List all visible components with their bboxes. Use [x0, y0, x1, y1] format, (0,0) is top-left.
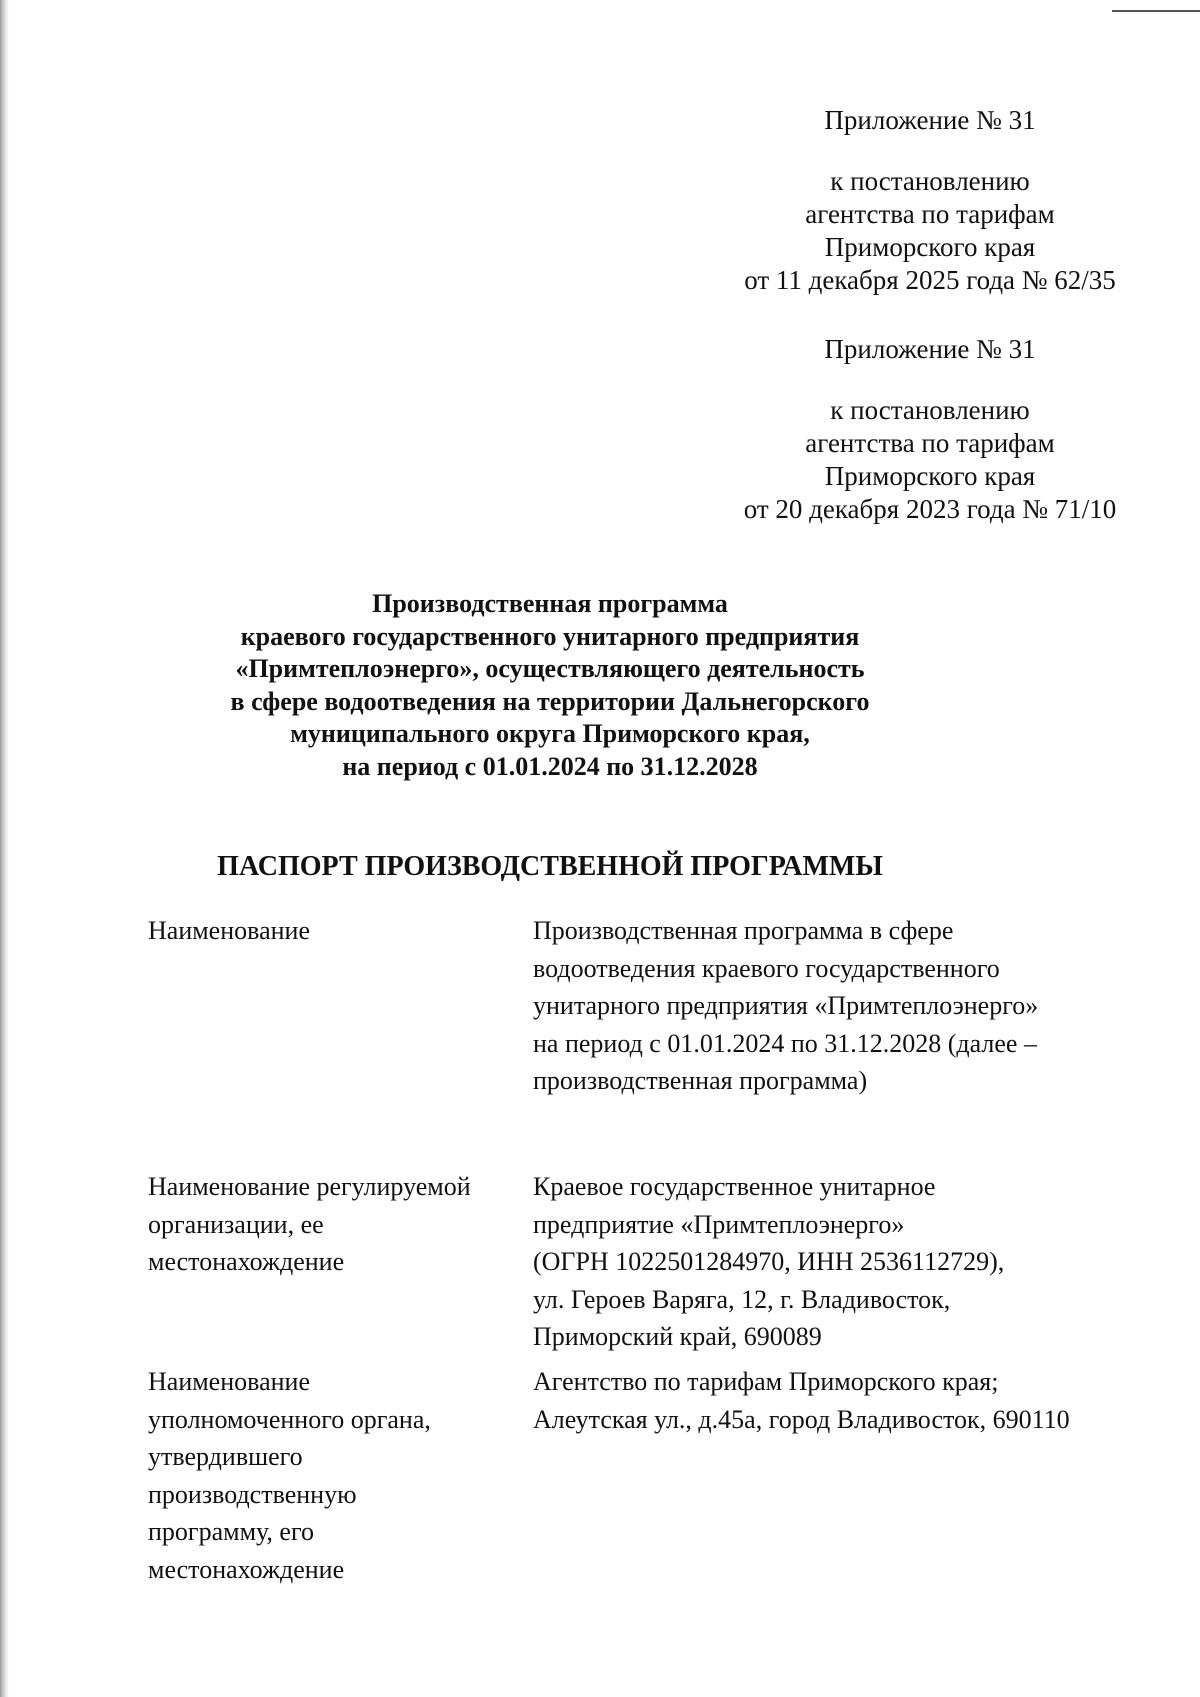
label-line: местонахождение	[148, 1247, 345, 1276]
value-line: ул. Героев Варяга, 12, г. Владивосток,	[533, 1284, 951, 1314]
value-line: Агентство по тарифам Приморского края;	[533, 1367, 999, 1396]
value-line: унитарного предприятия «Примтеплоэнерго»	[533, 991, 1039, 1020]
row-label	[148, 912, 518, 950]
appendix-number: Приложение № 31	[824, 334, 1036, 364]
value-line: (ОГРН 1022501284970, ИНН 2536112729),	[533, 1247, 1005, 1276]
appendix-line: агентства по тарифам	[805, 428, 1055, 458]
appendix-current	[720, 104, 1140, 297]
program-title	[150, 588, 950, 783]
label-line: программу, его	[148, 1517, 314, 1546]
title-line: муниципального округа Приморского края,	[290, 719, 810, 748]
passport-heading: ПАСПОРТ ПРОИЗВОДСТВЕННОЙ ПРОГРАММЫ	[217, 851, 883, 882]
label-line: Наименование	[148, 916, 310, 945]
label-line: местонахождение	[148, 1554, 345, 1584]
appendix-line: агентства по тарифам	[805, 199, 1055, 229]
appendix-date: от 11 декабря 2025 года № 62/35	[744, 265, 1116, 295]
label-line: Наименование	[148, 1367, 310, 1396]
row-value	[533, 1363, 1133, 1438]
appendix-line: к постановлению	[830, 395, 1030, 425]
row-label	[148, 1363, 518, 1588]
title-line: Производственная программа	[372, 589, 728, 618]
appendix-line: к постановлению	[830, 166, 1030, 196]
value-line: Приморский край, 690089	[533, 1322, 822, 1351]
label-line: утвердившего	[148, 1442, 303, 1471]
scan-mark	[1112, 10, 1200, 12]
row-label	[148, 1168, 518, 1281]
appendix-line: Приморского края	[824, 461, 1036, 491]
title-line: краевого государственного унитарного предприятия	[240, 621, 860, 651]
label-line: организации, ее	[148, 1209, 324, 1239]
value-line: Краевое государственное унитарное	[533, 1172, 936, 1201]
appendix-line: Приморского края	[824, 232, 1036, 262]
value-line: производственная программа)	[533, 1066, 868, 1095]
title-line: «Примтеплоэнерго», осуществляющего деятельность	[235, 654, 865, 683]
scan-edge	[0, 0, 9, 1697]
title-line: на период с 01.01.2024 по 31.12.2028	[342, 751, 758, 781]
appendix-date: от 20 декабря 2023 года № 71/10	[743, 494, 1117, 524]
value-line: Производственная программа в сфере	[533, 916, 954, 945]
value-line: Алеутская ул., д.45а, город Владивосток, 690110	[533, 1404, 1070, 1434]
title-line: в сфере водоотведения на территории Дальнегорского	[230, 686, 870, 716]
value-line: на период с 01.01.2024 по 31.12.2028 (далее –	[533, 1028, 1037, 1058]
value-line: водоотведения краевого государственного	[533, 953, 1000, 983]
appendix-number: Приложение № 31	[824, 105, 1036, 135]
label-line: Наименование регулируемой	[148, 1172, 471, 1201]
row-value	[533, 912, 1133, 1100]
label-line: производственную	[148, 1479, 357, 1509]
row-value	[533, 1168, 1133, 1356]
label-line: уполномоченного органа,	[148, 1404, 431, 1434]
appendix-previous	[720, 333, 1140, 526]
value-line: предприятие «Примтеплоэнерго»	[533, 1209, 905, 1239]
